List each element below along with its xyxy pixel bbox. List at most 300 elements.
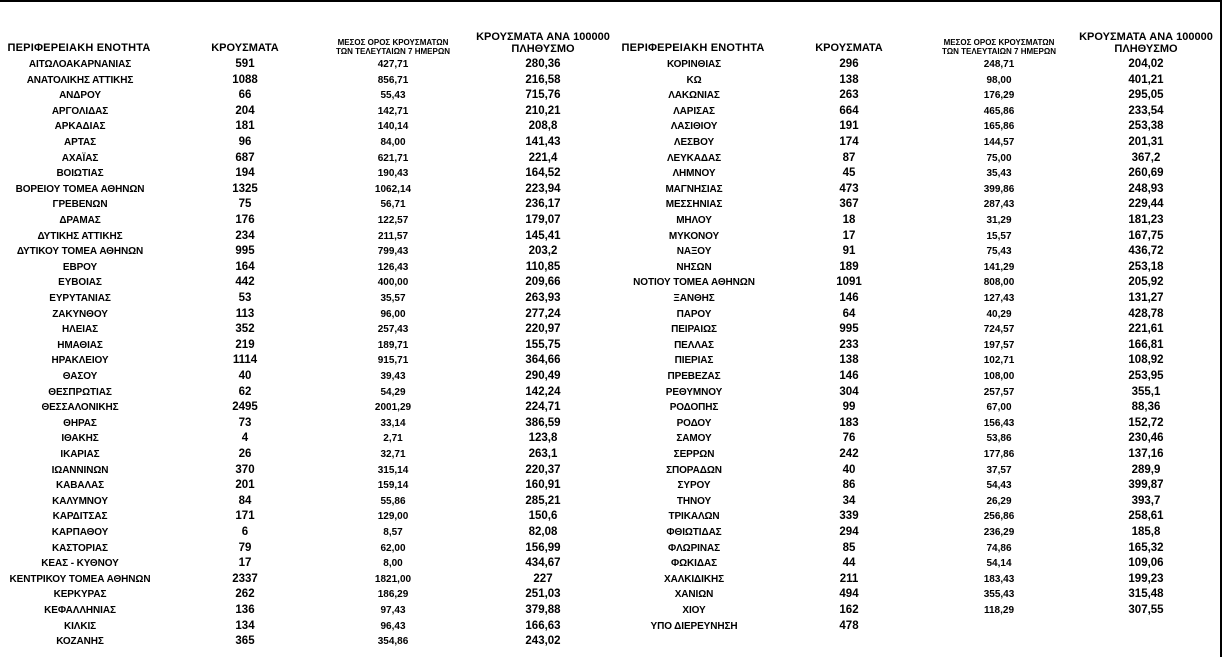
per100k-cell: 199,23 [1128, 572, 1164, 585]
region-cell: ΚΩ [686, 74, 702, 86]
region-cell: ΖΑΚΥΝΘΟΥ [52, 308, 108, 320]
region-cell: ΠΑΡΟΥ [676, 308, 712, 320]
per100k-cell: 379,88 [525, 604, 561, 616]
per100k-cell: 364,66 [525, 354, 561, 367]
per100k-header-line1: ΚΡΟΥΣΜΑΤΑ ΑΝΑ 100000 [476, 30, 610, 43]
avg7-cell: 32,71 [380, 449, 406, 460]
region-cell: ΚΑΒΑΛΑΣ [55, 480, 105, 492]
region-cell: ΦΛΩΡΙΝΑΣ [668, 542, 720, 554]
avg7-cell: 197,57 [983, 339, 1015, 351]
avg7-cell: 127,43 [983, 293, 1015, 304]
cases-cell: 189 [839, 260, 859, 273]
region-cell: ΑΡΚΑΔΙΑΣ [54, 121, 106, 133]
region-cell: ΧΙΟΥ [682, 605, 706, 616]
region-cell: ΔΥΤΙΚΟΥ ΤΟΜΕΑ ΑΘΗΝΩΝ [16, 246, 144, 258]
per100k-cell: 123,8 [528, 432, 558, 445]
cases-cell: 219 [235, 338, 255, 351]
region-cell: ΔΡΑΜΑΣ [59, 215, 101, 226]
avg7-header-line2: ΤΩΝ ΤΕΛΕΥΤΑΙΩΝ 7 ΗΜΕΡΩΝ [335, 46, 451, 56]
cases-cell: 6 [241, 526, 249, 538]
cases-cell: 174 [839, 136, 859, 148]
avg7-cell: 1062,14 [374, 183, 412, 195]
per100k-cell: 434,67 [525, 557, 561, 570]
cases-cell: 176 [235, 214, 255, 226]
per100k-cell: 243,02 [525, 635, 561, 648]
per100k-cell: 230,46 [1128, 432, 1164, 445]
region-cell: ΤΡΙΚΑΛΩΝ [668, 511, 720, 523]
per100k-cell: 166,81 [1128, 338, 1164, 351]
cases-cell: 53 [238, 292, 252, 304]
region-cell: ΠΡΕΒΕΖΑΣ [667, 371, 721, 382]
cases-cell: 75 [238, 198, 252, 211]
region-cell: ΚΑΛΥΜΝΟΥ [52, 495, 108, 507]
region-cell: ΑΙΤΩΛΟΑΚΑΡΝΑΝΙΑΣ [28, 59, 132, 70]
per100k-cell: 179,07 [525, 214, 561, 226]
cases-cell: 171 [235, 510, 255, 523]
per100k-cell: 166,63 [525, 619, 561, 632]
region-cell: ΗΡΑΚΛΕΙΟΥ [51, 355, 109, 367]
region-cell: ΘΕΣΠΡΩΤΙΑΣ [48, 386, 112, 398]
region-cell: ΡΕΘΥΜΝΟΥ [665, 386, 723, 398]
cases-cell: 34 [842, 494, 856, 507]
cases-cell: 138 [839, 354, 859, 367]
avg7-cell: 55,43 [380, 90, 406, 102]
cases-cell: 367 [839, 198, 859, 211]
avg7-cell: 108,00 [983, 371, 1015, 382]
region-cell: ΚΕΝΤΡΙΚΟΥ ΤΟΜΕΑ ΑΘΗΝΩΝ [9, 573, 151, 585]
region-cell: ΥΠΟ ΔΙΕΡΕΥΝΗΣΗ [650, 620, 738, 632]
per100k-cell: 221,61 [1128, 323, 1164, 336]
cases-cell: 146 [839, 292, 859, 304]
per100k-cell: 110,85 [525, 260, 561, 273]
cases-cell: 40 [238, 370, 252, 382]
cases-cell: 17 [238, 557, 252, 570]
region-cell: ΛΑΣΙΘΙΟΥ [670, 121, 718, 133]
cases-cell: 294 [839, 526, 859, 538]
region-cell: ΠΕΙΡΑΙΩΣ [671, 324, 717, 336]
avg7-cell: 2001,29 [374, 402, 412, 414]
cases-cell: 44 [842, 557, 856, 570]
avg7-cell: 427,71 [377, 59, 409, 70]
avg7-cell: 122,57 [377, 215, 409, 226]
region-cell: ΦΩΚΙΔΑΣ [671, 558, 717, 570]
region-cell: ΣΑΜΟΥ [676, 433, 712, 445]
avg7-cell: 159,14 [377, 480, 409, 492]
region-cell: ΘΑΣΟΥ [62, 371, 98, 382]
cases-cell: 2337 [232, 572, 258, 585]
region-cell: ΛΑΚΩΝΙΑΣ [668, 90, 720, 102]
region-header: ΠΕΡΙΦΕΡΕΙΑΚΗ ΕΝΟΤΗΤΑ [621, 42, 765, 55]
region-cell: ΗΜΑΘΙΑΣ [57, 339, 103, 351]
avg7-cell: 40,29 [986, 308, 1012, 320]
avg7-cell: 211,57 [377, 230, 409, 242]
cases-cell: 2495 [232, 401, 258, 414]
per100k-cell: 251,03 [525, 588, 561, 601]
region-cell: ΜΑΓΝΗΣΙΑΣ [665, 183, 723, 195]
avg7-cell: 97,43 [380, 605, 406, 616]
per100k-cell: 263,1 [528, 448, 558, 460]
per100k-cell: 258,61 [1128, 510, 1164, 523]
avg7-cell: 177,86 [983, 449, 1015, 460]
cases-cell: 73 [238, 416, 252, 429]
avg7-cell: 140,14 [377, 121, 409, 133]
avg7-cell: 183,43 [983, 573, 1015, 585]
avg7-cell: 8,57 [383, 527, 403, 538]
avg7-cell: 62,00 [380, 542, 406, 554]
cases-cell: 370 [235, 463, 255, 476]
region-cell: ΤΗΝΟΥ [676, 495, 712, 507]
region-cell: ΒΟΙΩΤΙΑΣ [56, 168, 104, 180]
cases-cell: 162 [839, 604, 859, 616]
avg7-cell: 355,43 [983, 589, 1015, 601]
per100k-cell: 216,58 [525, 73, 561, 86]
cases-cell: 45 [842, 167, 856, 180]
per100k-cell: 280,36 [525, 58, 561, 70]
cases-cell: 138 [839, 73, 859, 86]
cases-cell: 40 [842, 463, 856, 476]
cases-cell: 262 [235, 588, 255, 601]
avg7-cell: 129,00 [377, 511, 409, 523]
region-cell: ΛΕΣΒΟΥ [673, 137, 715, 148]
avg7-cell: 75,00 [986, 152, 1012, 164]
region-cell: ΜΥΚΟΝΟΥ [668, 230, 720, 242]
per100k-cell: 109,06 [1128, 557, 1164, 570]
per100k-cell: 285,21 [525, 494, 561, 507]
cases-cell: 183 [839, 416, 859, 429]
region-cell: ΝΑΞΟΥ [676, 246, 712, 258]
region-cell: ΞΑΝΘΗΣ [673, 293, 715, 304]
region-cell: ΙΘΑΚΗΣ [61, 433, 99, 445]
per100k-cell: 201,31 [1128, 136, 1164, 148]
region-cell: ΙΩΑΝΝΙΝΩΝ [51, 464, 109, 476]
per100k-cell: 289,9 [1131, 463, 1161, 476]
avg7-cell: 67,00 [986, 402, 1012, 414]
region-cell: ΜΗΛΟΥ [676, 215, 712, 226]
per100k-cell: 150,6 [528, 510, 558, 523]
cases-cell: 995 [839, 323, 859, 336]
region-cell: ΜΕΣΣΗΝΙΑΣ [665, 199, 723, 211]
avg7-cell: 354,86 [377, 636, 409, 648]
avg7-cell: 915,71 [377, 355, 409, 367]
cases-cell: 4 [241, 432, 249, 445]
avg7-cell: 186,29 [377, 589, 409, 601]
cases-header: ΚΡΟΥΣΜΑΤΑ [815, 42, 883, 55]
per100k-cell: 181,23 [1128, 214, 1164, 226]
per100k-header-line2: ΠΛΗΘΥΣΜΟ [511, 43, 575, 56]
per100k-cell: 401,21 [1128, 73, 1164, 86]
per100k-cell: 209,66 [525, 276, 561, 289]
avg7-cell: 96,00 [380, 308, 406, 320]
avg7-cell: 400,00 [377, 277, 409, 289]
per100k-header-line1: ΚΡΟΥΣΜΑΤΑ ΑΝΑ 100000 [1079, 30, 1213, 43]
avg7-cell: 84,00 [380, 137, 406, 148]
region-cell: ΕΒΡΟΥ [62, 261, 98, 273]
per100k-cell: 290,49 [525, 370, 561, 382]
avg7-cell: 808,00 [983, 277, 1015, 289]
region-cell: ΑΡΓΟΛΙΔΑΣ [51, 105, 109, 117]
per100k-cell: 205,92 [1128, 276, 1164, 289]
avg7-cell: 56,71 [380, 199, 406, 211]
cases-cell: 146 [839, 370, 859, 382]
per100k-cell: 315,48 [1128, 588, 1164, 601]
cases-cell: 79 [238, 541, 252, 554]
region-cell: ΒΟΡΕΙΟΥ ΤΟΜΕΑ ΑΘΗΝΩΝ [15, 183, 145, 195]
avg7-cell: 856,71 [377, 74, 409, 86]
region-cell: ΚΕΑΣ - ΚΥΘΝΟΥ [41, 558, 119, 570]
region-cell: ΛΑΡΙΣΑΣ [673, 105, 715, 117]
region-cell: ΛΕΥΚΑΔΑΣ [666, 152, 722, 164]
cases-cell: 91 [842, 245, 856, 258]
cases-cell: 85 [842, 541, 856, 554]
region-cell: ΝΗΣΩΝ [676, 261, 712, 273]
avg7-cell: 35,57 [380, 293, 406, 304]
per100k-cell: 223,94 [525, 182, 561, 195]
per100k-cell: 295,05 [1128, 89, 1164, 102]
cases-cell: 263 [839, 89, 859, 102]
cases-cell: 304 [839, 385, 859, 398]
cases-cell: 296 [839, 58, 859, 70]
per100k-cell: 145,41 [525, 229, 561, 242]
avg7-cell: 142,71 [377, 105, 409, 117]
cases-cell: 164 [235, 260, 255, 273]
avg7-cell: 144,57 [983, 137, 1015, 148]
avg7-cell: 465,86 [983, 105, 1015, 117]
cases-cell: 473 [839, 182, 859, 195]
per100k-cell: 131,27 [1128, 292, 1164, 304]
cases-cell: 191 [839, 120, 859, 133]
region-cell: ΠΕΛΛΑΣ [674, 339, 714, 351]
avg7-cell: 31,29 [986, 215, 1012, 226]
region-cell: ΗΛΕΙΑΣ [62, 324, 98, 336]
avg7-cell: 165,86 [983, 121, 1015, 133]
per100k-cell: 137,16 [1128, 448, 1164, 460]
per100k-cell: 307,55 [1128, 604, 1164, 616]
avg7-header-line1: ΜΕΣΟΣ ΟΡΟΣ ΚΡΟΥΣΜΑΤΩΝ [337, 37, 449, 47]
avg7-cell: 74,86 [986, 542, 1012, 554]
cases-cell: 84 [238, 494, 252, 507]
per100k-cell: 160,91 [525, 479, 561, 492]
cases-cell: 365 [235, 635, 255, 648]
avg7-cell: 98,00 [986, 74, 1012, 86]
per100k-cell: 236,17 [525, 198, 561, 211]
cases-cell: 64 [842, 307, 856, 320]
cases-cell: 134 [235, 619, 255, 632]
avg7-cell: 621,71 [377, 152, 409, 164]
per100k-cell: 229,44 [1128, 198, 1164, 211]
region-cell: ΔΥΤΙΚΗΣ ΑΤΤΙΚΗΣ [37, 230, 123, 242]
per100k-cell: 185,8 [1131, 526, 1161, 538]
cases-cell: 478 [839, 619, 859, 632]
avg7-cell: 799,43 [377, 246, 409, 258]
avg7-cell: 33,14 [380, 417, 406, 429]
region-cell: ΚΑΡΠΑΘΟΥ [51, 527, 109, 538]
per100k-cell: 220,97 [525, 323, 561, 336]
avg7-cell: 75,43 [986, 246, 1012, 258]
per100k-cell: 82,08 [528, 526, 558, 538]
cases-cell: 352 [235, 323, 255, 336]
region-header: ΠΕΡΙΦΕΡΕΙΑΚΗ ΕΝΟΤΗΤΑ [7, 42, 151, 55]
per100k-cell: 715,76 [525, 89, 561, 102]
avg7-cell: 35,43 [986, 168, 1012, 180]
avg7-cell: 96,43 [380, 620, 406, 632]
region-cell: ΝΟΤΙΟΥ ΤΟΜΕΑ ΑΘΗΝΩΝ [633, 277, 755, 289]
region-cell: ΣΕΡΡΩΝ [673, 449, 715, 460]
region-cell: ΘΕΣΣΑΛΟΝΙΚΗΣ [41, 402, 119, 414]
per100k-cell: 220,37 [525, 463, 561, 476]
avg7-cell: 53,86 [986, 433, 1012, 445]
per100k-header-line2: ΠΛΗΘΥΣΜΟ [1114, 43, 1178, 56]
cases-cell: 87 [842, 151, 856, 164]
region-cell: ΕΥΒΟΙΑΣ [58, 277, 102, 289]
avg7-cell: 102,71 [983, 355, 1015, 367]
per100k-cell: 436,72 [1128, 245, 1164, 258]
region-cell: ΠΙΕΡΙΑΣ [674, 355, 714, 367]
per100k-cell: 108,92 [1128, 354, 1164, 367]
cases-cell: 1091 [836, 276, 862, 289]
cases-cell: 99 [842, 401, 856, 414]
per100k-cell: 167,75 [1128, 229, 1164, 242]
cases-cell: 234 [235, 229, 255, 242]
per100k-cell: 227 [533, 572, 553, 585]
per100k-cell: 141,43 [525, 136, 561, 148]
cases-cell: 687 [235, 151, 255, 164]
avg7-cell: 315,14 [377, 464, 409, 476]
avg7-header-line1: ΜΕΣΟΣ ΟΡΟΣ ΚΡΟΥΣΜΑΤΩΝ [943, 37, 1055, 47]
region-cell: ΘΗΡΑΣ [63, 417, 97, 429]
avg7-cell: 26,29 [986, 495, 1012, 507]
per100k-cell: 88,36 [1131, 401, 1161, 414]
cases-cell: 201 [235, 479, 255, 492]
per100k-header [468, 31, 618, 56]
cases-cell: 113 [235, 307, 255, 320]
cases-cell: 442 [235, 276, 255, 289]
cases-cell: 62 [238, 385, 252, 398]
avg7-header [318, 38, 468, 56]
per100k-cell: 393,7 [1131, 494, 1161, 507]
cases-header: ΚΡΟΥΣΜΑΤΑ [211, 42, 279, 55]
avg7-cell: 257,43 [377, 324, 409, 336]
per100k-cell: 221,4 [528, 151, 558, 164]
avg7-cell: 141,29 [983, 261, 1015, 273]
region-cell: ΧΑΝΙΩΝ [674, 589, 714, 601]
avg7-header-line2: ΤΩΝ ΤΕΛΕΥΤΑΙΩΝ 7 ΗΜΕΡΩΝ [941, 46, 1057, 56]
avg7-cell: 189,71 [377, 339, 409, 351]
per100k-cell: 428,78 [1128, 307, 1164, 320]
per100k-cell: 155,75 [525, 338, 561, 351]
cases-cell: 664 [839, 104, 859, 117]
cases-cell: 211 [839, 572, 859, 585]
cases-cell: 204 [235, 104, 255, 117]
avg7-cell: 126,43 [377, 261, 409, 273]
cases-cell: 18 [842, 214, 856, 226]
avg7-cell: 256,86 [983, 511, 1015, 523]
avg7-cell: 287,43 [983, 199, 1015, 211]
avg7-cell: 248,71 [983, 59, 1015, 70]
avg7-cell: 15,57 [986, 230, 1012, 242]
cases-cell: 96 [238, 136, 252, 148]
per100k-cell: 233,54 [1128, 104, 1164, 117]
cases-cell: 194 [235, 167, 255, 180]
per100k-cell: 165,32 [1128, 541, 1164, 554]
region-cell: ΧΑΛΚΙΔΙΚΗΣ [664, 573, 724, 585]
per100k-cell: 253,95 [1128, 370, 1164, 382]
per100k-cell: 224,71 [525, 401, 561, 414]
avg7-cell: 39,43 [380, 371, 406, 382]
cases-cell: 591 [235, 58, 255, 70]
avg7-cell: 724,57 [983, 324, 1015, 336]
cases-cell: 181 [235, 120, 255, 133]
per100k-cell: 355,1 [1131, 385, 1161, 398]
avg7-cell: 176,29 [983, 90, 1015, 102]
per100k-cell: 260,69 [1128, 167, 1164, 180]
region-cell: ΚΟΡΙΝΘΙΑΣ [666, 59, 722, 70]
per100k-cell: 156,99 [525, 541, 561, 554]
avg7-cell: 37,57 [986, 464, 1012, 476]
cases-cell: 494 [839, 588, 859, 601]
region-cell: ΚΙΛΚΙΣ [63, 620, 97, 632]
region-cell: ΚΕΦΑΛΛΗΝΙΑΣ [44, 605, 116, 616]
avg7-cell: 1821,00 [374, 573, 412, 585]
cases-cell: 233 [839, 338, 859, 351]
per100k-cell: 210,21 [525, 104, 561, 117]
region-cell: ΑΧΑΪΑΣ [61, 152, 99, 164]
cases-cell: 76 [842, 432, 856, 445]
region-cell: ΛΗΜΝΟΥ [672, 168, 716, 180]
top-border [0, 0, 1222, 2]
region-cell: ΑΡΤΑΣ [64, 137, 96, 148]
region-cell: ΑΝΑΤΟΛΙΚΗΣ ΑΤΤΙΚΗΣ [26, 74, 134, 86]
per100k-cell: 367,2 [1131, 151, 1161, 164]
avg7-cell: 54,43 [986, 480, 1012, 492]
cases-cell: 1088 [232, 73, 258, 86]
cases-cell: 66 [238, 89, 252, 102]
per100k-cell: 152,72 [1128, 416, 1164, 429]
avg7-cell: 2,71 [383, 433, 403, 445]
region-cell: ΚΕΡΚΥΡΑΣ [53, 589, 107, 601]
avg7-cell: 54,14 [986, 558, 1012, 570]
per100k-cell: 203,2 [528, 245, 558, 258]
per100k-cell: 248,93 [1128, 182, 1164, 195]
avg7-cell: 54,29 [380, 386, 406, 398]
avg7-cell: 118,29 [983, 605, 1015, 616]
region-cell: ΦΘΙΩΤΙΔΑΣ [666, 527, 722, 538]
cases-cell: 339 [839, 510, 859, 523]
region-cell: ΑΝΔΡΟΥ [59, 90, 101, 102]
per100k-cell: 208,8 [528, 120, 558, 133]
cases-cell: 26 [238, 448, 252, 460]
region-cell: ΣΠΟΡΑΔΩΝ [666, 464, 722, 476]
region-cell: ΕΥΡΥΤΑΝΙΑΣ [49, 293, 111, 304]
per100k-cell: 399,87 [1128, 479, 1164, 492]
region-cell: ΡΟΔΟΠΗΣ [669, 402, 719, 414]
avg7-cell: 399,86 [983, 183, 1015, 195]
avg7-header [924, 38, 1074, 56]
region-cell: ΣΥΡΟΥ [677, 480, 711, 492]
cases-cell: 86 [842, 479, 856, 492]
per100k-cell: 253,18 [1128, 260, 1164, 273]
cases-cell: 17 [842, 229, 856, 242]
per100k-cell: 142,24 [525, 385, 561, 398]
per100k-cell: 386,59 [525, 416, 561, 429]
per100k-header [1072, 31, 1220, 56]
cases-cell: 242 [839, 448, 859, 460]
cases-cell: 995 [235, 245, 255, 258]
per100k-cell: 277,24 [525, 307, 561, 320]
cases-cell: 1325 [232, 182, 258, 195]
avg7-cell: 190,43 [377, 168, 409, 180]
per100k-cell: 204,02 [1128, 58, 1164, 70]
avg7-cell: 236,29 [983, 527, 1015, 538]
